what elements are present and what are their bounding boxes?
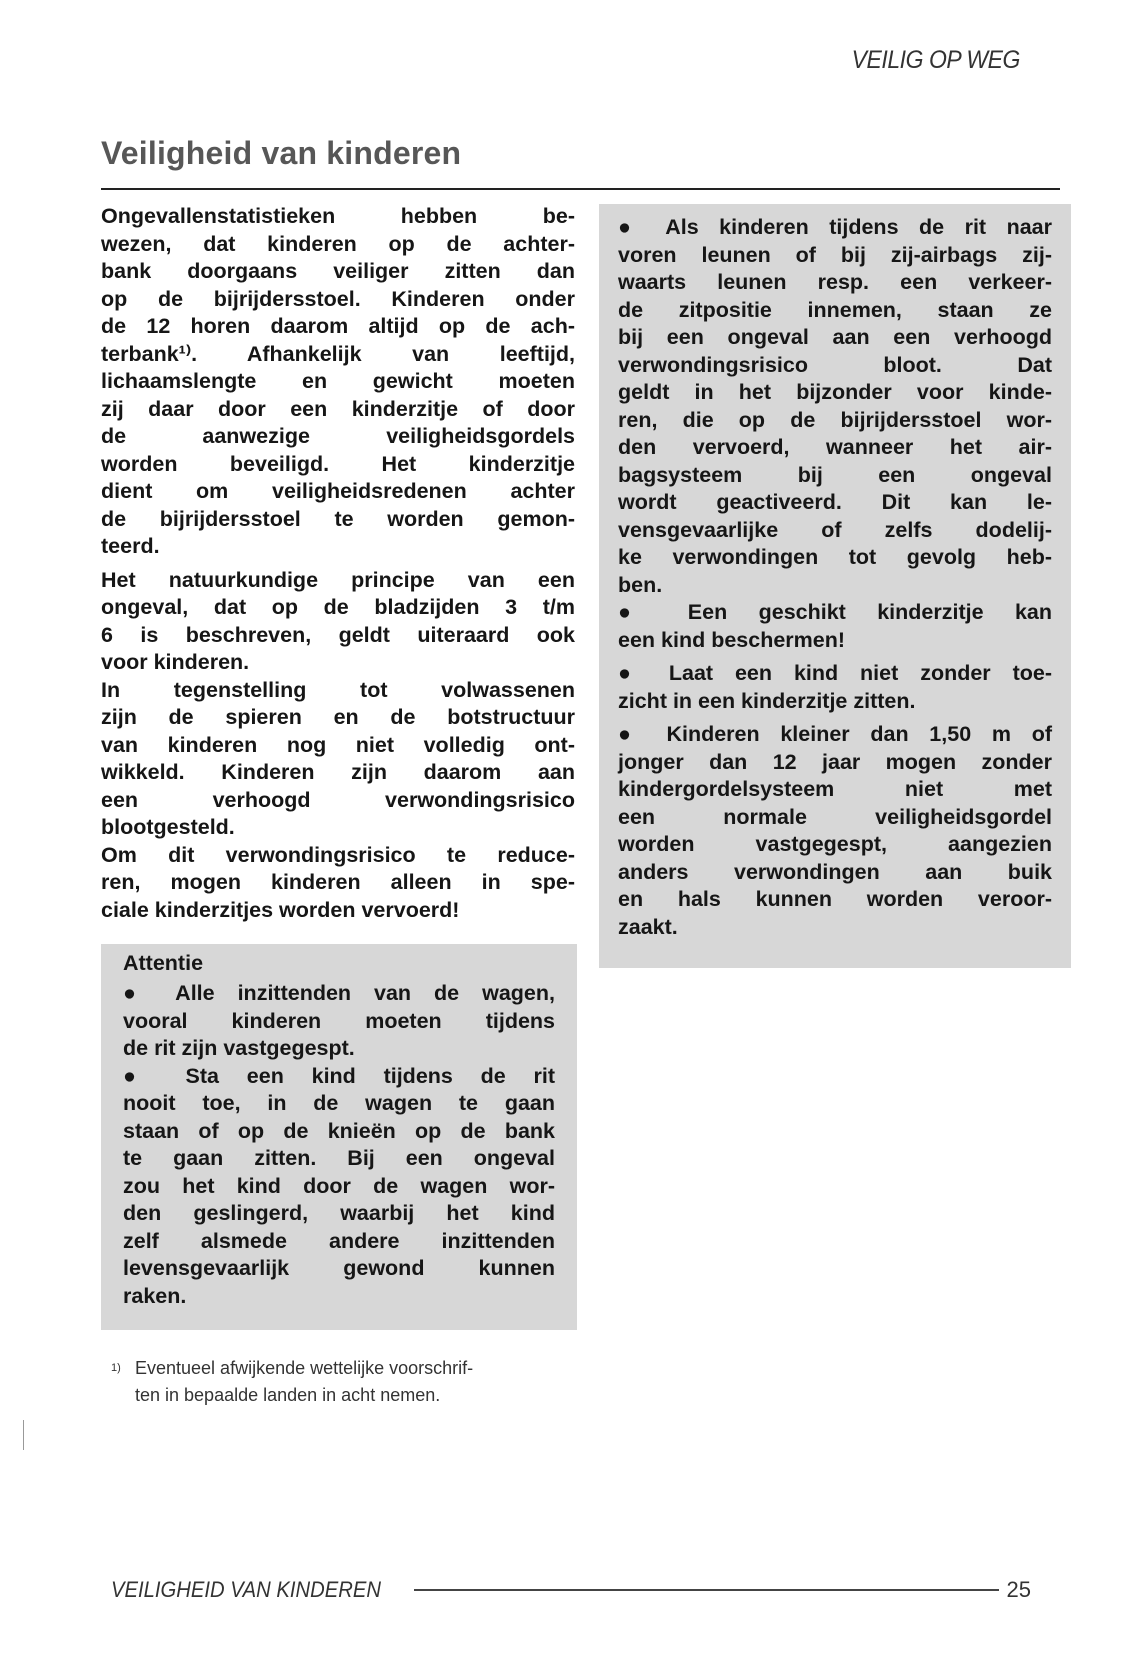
text-line: te gaan zitten. Bij een ongeval [123,1146,555,1170]
text-line: worden vastgegespt, aangezien [618,832,1052,856]
footnote-line: ten in bepaalde landen in acht nemen. [135,1385,441,1405]
text-line: de 12 horen daarom altijd op de ach- [101,314,575,338]
paragraph [101,842,575,925]
page-number: 25 [1006,1577,1031,1602]
text-line: teerd. [101,534,160,558]
margin-mark [23,1420,24,1450]
footnote-line: Eventueel afwijkende wettelijke voorschrif- [135,1358,474,1378]
text-line: ● Alle inzittenden van de wagen, [123,981,555,1005]
paragraph [101,677,575,842]
text-line: de bijrijdersstoel te worden gemon- [101,506,575,531]
left-column-text [101,203,575,930]
text-line: ren, mogen kinderen alleen in spe- [101,870,575,894]
text-line: zou het kind door de wagen wor- [123,1173,555,1198]
paragraph [123,980,555,1063]
paragraph [618,599,1052,654]
text-line: bagsysteem bij een ongeval [618,462,1052,487]
footer-chapter: VEILIGHEID VAN KINDEREN [111,1577,381,1602]
text-line: blootgesteld. [101,815,235,839]
text-line: van kinderen nog niet volledig ont- [101,732,575,757]
paragraph [123,1063,555,1311]
text-line: zij daar door een kinderzitje of door [101,396,575,421]
text-line: kindergordelsysteem niet met [618,777,1052,801]
text-line: de zitpositie innemen, staan ze [618,297,1052,322]
text-line: den vervoerd, wanneer het air- [618,435,1052,459]
text-line: ren, die op de bijrijdersstoel wor- [618,407,1052,432]
text-line: lichaamslengte en gewicht moeten [101,369,575,393]
text-line: vooral kinderen moeten tijdens [123,1008,555,1033]
text-line: waarts leunen resp. een verkeer- [618,270,1052,294]
text-line: ben. [618,572,663,597]
page-title: Veiligheid van kinderen [101,135,462,171]
text-line: In tegenstelling tot volwassenen [101,677,575,702]
text-line: worden beveiligd. Het kinderzitje [101,451,575,476]
text-line: een kind beschermen! [618,627,846,652]
text-line: wezen, dat kinderen op de achter- [101,231,575,256]
text-line: voren leunen of bij zij-airbags zij- [618,242,1052,267]
text-line: vensgevaarlijke of zelfs dodelij- [618,517,1052,542]
text-line: de aanwezige veiligheidsgordels [101,424,575,448]
footnote-marker: 1) [111,1362,121,1374]
text-line: zelf alsmede andere inzittenden [123,1228,555,1253]
text-line: nooit toe, in de wagen te gaan [123,1091,555,1115]
text-line: wordt geactiveerd. Dit kan le- [618,490,1052,514]
text-line: voor kinderen. [101,650,250,674]
text-line: geldt in het bijzonder voor kinde- [618,380,1052,404]
page-footer [111,1577,1031,1603]
text-line: terbank¹⁾. Afhankelijk van leeftijd, [101,341,575,366]
paragraph [101,203,575,561]
text-line: zaakt. [618,914,678,939]
warning-box [599,204,1071,968]
paragraph [618,214,1052,599]
text-line: raken. [123,1283,187,1308]
text-line: een verhoogd verwondingsrisico [101,787,575,812]
text-line: bank doorgaans veiliger zitten dan [101,259,575,283]
text-line: een normale veiligheidsgordel [618,804,1052,829]
text-line: anders verwondingen aan buik [618,859,1052,884]
paragraph [618,660,1052,715]
footer-rule [414,1589,998,1591]
text-line: dient om veiligheidsredenen achter [101,479,575,503]
text-line: ciale kinderzitjes worden vervoerd! [101,897,460,922]
text-line: levensgevaarlijk gewond kunnen [123,1256,555,1280]
attention-body [123,980,555,1310]
running-header: VEILIG OP WEG [851,46,1020,74]
text-line: ongeval, dat op de bladzijden 3 t/m [101,595,575,619]
text-line: Het natuurkundige principe van een [101,567,575,592]
text-line: jonger dan 12 jaar mogen zonder [618,749,1052,774]
text-line: de rit zijn vastgegespt. [123,1036,355,1060]
text-line: ● Als kinderen tijdens de rit naar [618,215,1052,239]
text-line: en hals kunnen worden veroor- [618,887,1052,911]
paragraph [618,721,1052,941]
text-line: wikkeld. Kinderen zijn daarom aan [101,760,575,784]
text-line: ● Laat een kind niet zonder toe- [618,661,1052,685]
text-line: ● Een geschikt kinderzitje kan [618,600,1052,624]
attention-box [101,944,577,1330]
text-line: Ongevallenstatistieken hebben be- [101,204,575,228]
text-line: staan of op de knieën op de bank [123,1118,555,1143]
text-line: Om dit verwondingsrisico te reduce- [101,842,575,867]
attention-heading: Attentie [123,951,204,975]
title-divider [101,188,1060,190]
text-line: den geslingerd, waarbij het kind [123,1201,555,1225]
footnote [111,1355,581,1409]
text-line: ● Kinderen kleiner dan 1,50 m of [618,722,1052,746]
text-line: ● Sta een kind tijdens de rit [123,1063,555,1088]
text-line: zicht in een kinderzitje zitten. [618,688,916,713]
text-line: bij een ongeval aan een verhoogd [618,325,1052,349]
text-line: verwondingsrisico bloot. Dat [618,352,1052,377]
text-line: ke verwondingen tot gevolg heb- [618,545,1052,569]
text-line: op de bijrijdersstoel. Kinderen onder [101,286,575,311]
paragraph [101,567,575,677]
text-line: 6 is beschreven, geldt uiteraard ook [101,622,575,647]
text-line: zijn de spieren en de botstructuur [101,705,575,729]
warning-body [618,214,1052,947]
